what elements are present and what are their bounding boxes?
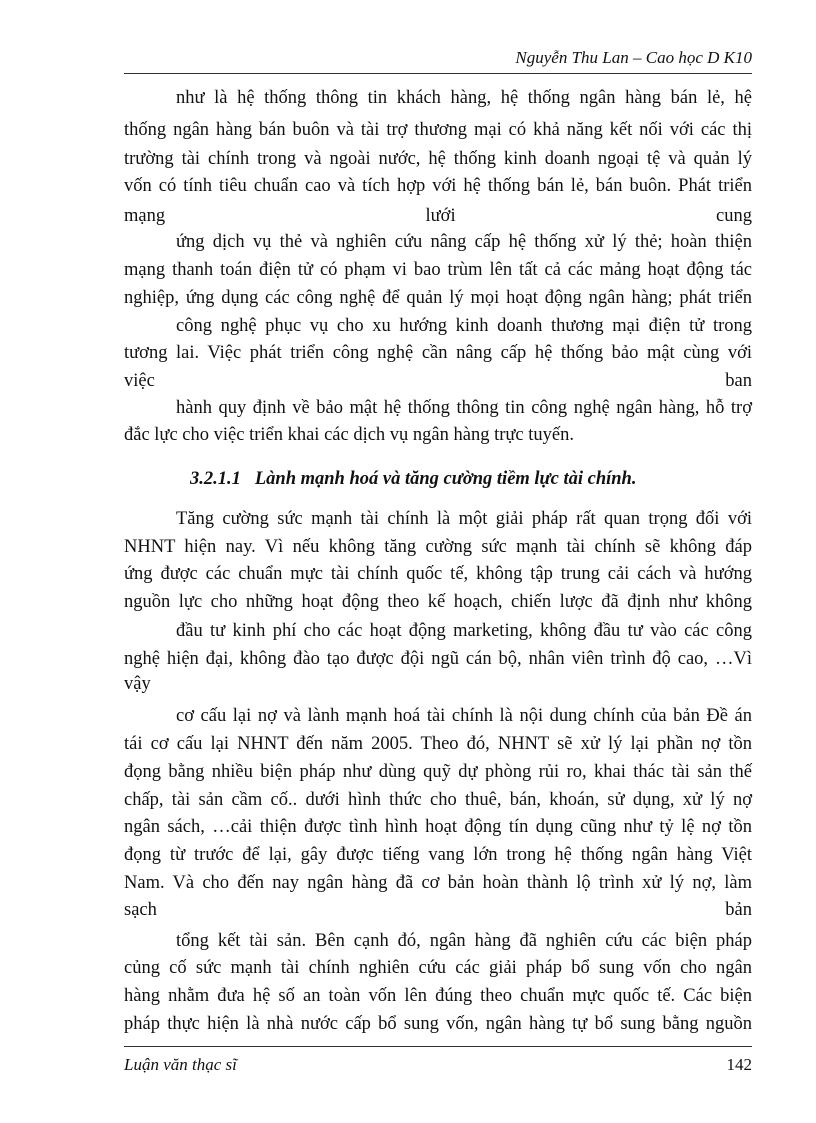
section-title: Lành mạnh hoá và tăng cường tiềm lực tài chính. (254, 469, 637, 489)
text-line: ứng được các chuẩn mực tài chính quốc tế, không tập trung cải cách và hướng (124, 564, 752, 584)
spread-line (124, 898, 752, 922)
text-line: như là hệ thống thông tin khách hàng, hệ thống ngân hàng bán lẻ, hệ (176, 88, 752, 108)
text-line: vốn có tính tiêu chuẩn cao và tích hợp với hệ thống bán lẻ, bán buôn. Phát triển (124, 176, 752, 196)
text-line: thống ngân hàng bán buôn và tài trợ thương mại có khả năng kết nối với các thị (124, 120, 752, 140)
text-line: hàng nhằm đưa hệ số an toàn vốn lên đúng theo chuẩn mực quốc tế. Các biện (124, 986, 752, 1006)
text-line: pháp thực hiện là nhà nước cấp bổ sung vốn, ngân hàng tự bổ sung bằng nguồn (124, 1014, 752, 1034)
spread-line (124, 369, 752, 393)
text-line: đầu tư kinh phí cho các hoạt động marketing, không đầu tư vào các công (176, 621, 752, 641)
section-number: 3.2.1.1 (190, 469, 241, 489)
text-line: nghiệp, ứng dụng các công nghệ để quản lý mọi hoạt động ngân hàng; phát triển (124, 288, 752, 308)
text-line: đọng từ trước để lại, gây được tiếng vang lớn trong hệ thống ngân hàng Việt (124, 845, 752, 865)
text-line: ứng dịch vụ thẻ và nghiên cứu nâng cấp hệ thống xử lý thẻ; hoàn thiện (176, 232, 752, 252)
word: mạng (124, 206, 166, 226)
running-header: Nguyễn Thu Lan – Cao học D K10 (515, 48, 752, 67)
text-line: Nam. Và cho đến nay ngân hàng đã cơ bản hoàn thành lộ trình xử lý nợ, làm (124, 873, 752, 893)
word: lưới (425, 206, 456, 226)
spread-line (124, 204, 752, 228)
word: bản (725, 900, 752, 920)
text-line: vậy (124, 674, 151, 694)
text-line: trường tài chính trong và ngoài nước, hệ thống kinh doanh ngoại tệ và quản lý (124, 149, 752, 169)
section-heading (190, 469, 752, 490)
text-line: đắc lực cho việc triển khai các dịch vụ ngân hàng trực tuyến. (124, 425, 574, 445)
word: ban (725, 371, 752, 391)
text-line: cơ cấu lại nợ và lành mạnh hoá tài chính là nội dung chính của bản Đề án (176, 706, 752, 726)
footer-rule (124, 1046, 752, 1047)
text-line: ngân sách, …cải thiện được tình hình hoạt động tín dụng cũng như tỷ lệ nợ tồn (124, 817, 752, 837)
page-number: 142 (726, 1055, 752, 1074)
text-line: tái cơ cấu lại NHNT đến năm 2005. Theo đó, NHNT sẽ xử lý lại phần nợ tồn (124, 734, 752, 754)
text-line: mạng thanh toán điện tử có phạm vi bao trùm lên tất cả các mảng hoạt động tác (124, 260, 752, 280)
text-line: tổng kết tài sản. Bên cạnh đó, ngân hàng đã nghiên cứu các biện pháp (176, 931, 752, 951)
header-rule (124, 73, 752, 74)
text-line: chấp, tài sản cầm cố.. dưới hình thức cho thuê, bán, khoán, sử dụng, xử lý nợ (124, 790, 752, 810)
text-line: nghệ hiện đại, không đào tạo được đội ngũ cán bộ, nhân viên trình độ cao, …Vì (124, 649, 752, 669)
word: cung (716, 206, 752, 226)
text-line: công nghệ phục vụ cho xu hướng kinh doanh thương mại điện tử trong (176, 316, 752, 336)
text-line: đọng bằng nhiều biện pháp như dùng quỹ dự phòng rủi ro, khai thác tài sản thế (124, 762, 752, 782)
text-line: hành quy định về bảo mật hệ thống thông tin công nghệ ngân hàng, hỗ trợ (176, 398, 752, 418)
footer-title: Luận văn thạc sĩ (124, 1055, 237, 1074)
text-line: Tăng cường sức mạnh tài chính là một giải pháp rất quan trọng đối với (176, 509, 752, 529)
text-line: nguồn lực cho những hoạt động theo kế hoạch, chiến lược đã định như không (124, 592, 752, 612)
word: việc (124, 371, 155, 391)
word: sạch (124, 900, 157, 920)
text-line: tương lai. Việc phát triển công nghệ cần nâng cấp hệ thống bảo mật cùng với (124, 343, 752, 363)
text-line: củng cố sức mạnh tài chính nghiên cứu các giải pháp bổ sung vốn cho ngân (124, 958, 752, 978)
text-line: NHNT hiện nay. Vì nếu không tăng cường sức mạnh tài chính sẽ không đáp (124, 537, 752, 557)
